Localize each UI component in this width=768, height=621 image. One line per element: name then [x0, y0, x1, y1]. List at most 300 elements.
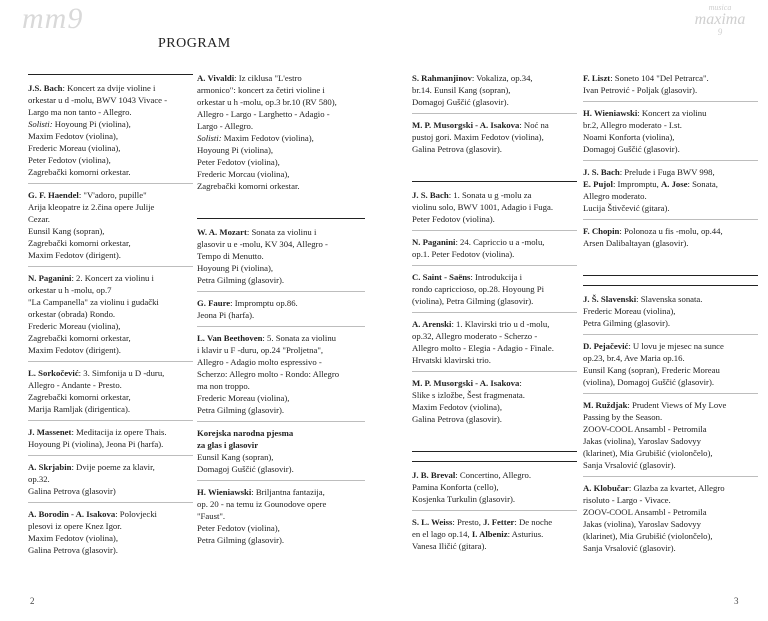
program-entry-line [412, 131, 577, 143]
soloists-label: Solisti: [197, 133, 222, 143]
program-entry-line [412, 143, 577, 155]
entry-text: : Polonoza u fis -molu, op.44, [619, 226, 723, 236]
entry-text: : Sonata za violinu i [246, 227, 317, 237]
composer-name: F. Chopin [583, 226, 620, 236]
program-entry-line [583, 352, 758, 364]
program-entry-line [28, 237, 193, 249]
program-entry-line [197, 380, 365, 392]
program-entry-line [28, 284, 193, 296]
entry-text: en el lago op.14, [412, 529, 472, 539]
program-entry-line [583, 237, 758, 249]
composer-name: A. Vivaldi [197, 73, 235, 83]
program-entry [28, 426, 193, 456]
program-entry-line [197, 534, 365, 546]
entry-text: Zagrebački komorni orkestar. [197, 181, 300, 191]
program-entry [197, 427, 365, 481]
program-entry-line [583, 84, 758, 96]
entry-text: Passing by the Season. [583, 412, 663, 422]
program-entry-line [28, 225, 193, 237]
entry-text: : Impromptu op.86. [230, 298, 298, 308]
program-entry [583, 340, 758, 394]
program-entry-line [412, 201, 577, 213]
program-entry [28, 461, 193, 503]
program-entry-line [28, 473, 193, 485]
program-entry-line [412, 189, 577, 201]
program-entry-line [197, 404, 365, 416]
program-entry [412, 72, 577, 114]
program-entry-line [197, 309, 365, 321]
program-entry [412, 318, 577, 372]
program-entry-line [583, 107, 758, 119]
entry-text: Scherzo: Allegro molto - Rondo: Allegro [197, 369, 340, 379]
entry-text: Petra Gilming (glasovir). [197, 275, 285, 285]
section-spacer [412, 165, 577, 179]
program-entry-line [583, 506, 758, 518]
entry-text: op. 20 - na temu iz Gounodove opere [197, 499, 327, 509]
concert-date-heading [412, 449, 577, 452]
program-entry-line [28, 320, 193, 332]
composer-name: L. Van Beethoven [197, 333, 263, 343]
program-entry-line [28, 308, 193, 320]
entry-text: Jeona Pi (harfa). [197, 310, 255, 320]
composer-name: J. B. Breval [412, 470, 456, 480]
entry-text: Zagrebački komorni orkestar. [28, 167, 131, 177]
program-entry-line [197, 84, 365, 96]
entry-text: orkestar (obrada) Rondo. [28, 309, 116, 319]
composer-name: G. F. Haendel [28, 190, 79, 200]
program-entry-line [583, 340, 758, 352]
program-entry-line [583, 131, 758, 143]
entry-text: : 1. Sonata u g -molu za [448, 190, 532, 200]
program-entry-line [583, 423, 758, 435]
program-entry-line [28, 296, 193, 308]
composer-name: M. P. Musorgski - A. Isakova [412, 120, 520, 130]
program-entry [583, 107, 758, 161]
program-entry-line [28, 332, 193, 344]
entry-text: Frederic Moreau (violina), [197, 393, 290, 403]
program-entry-line [583, 317, 758, 329]
program-entry [583, 166, 758, 220]
program-entry [197, 332, 365, 422]
entry-text: : 5. Sonata za violinu [262, 333, 337, 343]
program-entry-line [197, 344, 365, 356]
program-entry-line [197, 120, 365, 132]
entry-text: Frederic Moreau (violina), [28, 321, 121, 331]
entry-text: Noami Konforta (violina), [583, 132, 675, 142]
program-entry-line [412, 318, 577, 330]
composer-name: N. Paganini [412, 237, 456, 247]
program-entry-line [412, 354, 577, 366]
program-entry-line [412, 119, 577, 131]
festival-logo-right [690, 4, 750, 37]
entry-text: i klavir u F -duru, op.24 "Proljetna", [197, 345, 324, 355]
program-entry-line [197, 108, 365, 120]
program-entry-line [583, 399, 758, 411]
entry-text: Hoyoung Pi (violina), [197, 263, 274, 273]
concert-date-heading [412, 179, 577, 182]
entry-text: op.23, br.4, Ave Maria op.16. [583, 353, 685, 363]
program-entry-line [197, 96, 365, 108]
composer-name: A. Borodin - A. Isakova [28, 509, 116, 519]
entry-text: Allegro - Andante - Presto. [28, 380, 122, 390]
program-entry [412, 271, 577, 313]
concert-subtitle [583, 283, 758, 286]
program-entry-line [197, 427, 365, 439]
program-entry-line [28, 118, 193, 130]
program-entry-line [412, 283, 577, 295]
composer-name: A. Skrjabin [28, 462, 72, 472]
program-entry [412, 236, 577, 266]
entry-text: op.32, Allegro moderato - Scherzo - [412, 331, 538, 341]
entry-text: : Soneto 104 "Del Petrarca". [610, 73, 709, 83]
program-entry-line [197, 332, 365, 344]
logo-text-maxima: maxima [694, 11, 746, 28]
entry-text: Eunsil Kang (sopran), Frederic Moreau [583, 365, 720, 375]
program-entry [412, 377, 577, 430]
program-entry-line [28, 213, 193, 225]
entry-text: Maxim Fedotov (violina), [412, 402, 503, 412]
program-entry [197, 72, 365, 197]
program-entry-line [412, 540, 577, 552]
program-column-3 [412, 72, 577, 562]
program-entry [583, 225, 758, 254]
program-entry-line [412, 516, 577, 528]
entry-text: ZOOV-COOL Ansambl - Petromila [583, 507, 707, 517]
program-entry-line [583, 178, 758, 190]
program-entry-line [28, 189, 193, 201]
program-entry-line [412, 401, 577, 413]
page-number-right: 3 [734, 596, 739, 606]
entry-text: : De noche [514, 517, 553, 527]
program-entry-line [412, 213, 577, 225]
entry-text: glasovir u e -molu, KV 304, Allegro - [197, 239, 328, 249]
entry-text: Hoyoung Pi (violina), [197, 145, 274, 155]
program-entry-line [197, 451, 365, 463]
entry-text: Galina Petrova (glasovir). [28, 545, 118, 555]
program-entry-line [28, 544, 193, 556]
program-entry [583, 482, 758, 559]
entry-text: Maxim Fedotov (violina), [28, 533, 119, 543]
program-entry-line [197, 522, 365, 534]
program-entry-line [412, 236, 577, 248]
entry-text: risoluto - Largo - Vivace. [583, 495, 671, 505]
program-entry-line [197, 297, 365, 309]
program-entry [28, 272, 193, 362]
composer-name: D. Pejačević [583, 341, 629, 351]
program-entry-line [28, 485, 193, 497]
logo-text-musica: musica [708, 3, 732, 12]
program-entry-line [412, 96, 577, 108]
entry-text: Arija kleopatre iz 2.čina opere Julije [28, 202, 155, 212]
program-entry-line [197, 274, 365, 286]
program-entry-line [583, 447, 758, 459]
program-entry-line [412, 72, 577, 84]
program-entry-line [197, 262, 365, 274]
entry-text: br.14. Eunsil Kang (sopran), [412, 85, 511, 95]
page-number-left: 2 [30, 596, 35, 606]
festival-logo-left: mm9 [22, 2, 84, 35]
entry-text: Tempo di Menutto. [197, 251, 264, 261]
entry-text: Slike s izložbe, Šest fragmenata. [412, 390, 525, 400]
program-entry-line [28, 508, 193, 520]
entry-text: : 3. Simfonija u D -duru, [78, 368, 165, 378]
composer-name: J. Š. Slavenski [583, 294, 637, 304]
program-entry-line [583, 435, 758, 447]
program-column-4 [583, 72, 758, 564]
entry-text: Ivan Petrović - Poljak (glasovir). [583, 85, 698, 95]
program-entry-line [28, 82, 193, 94]
entry-text: Eunsil Kang (sopran), [197, 452, 274, 462]
composer-name: za glas i glasovir [197, 440, 259, 450]
program-entry-line [197, 510, 365, 522]
entry-text: "La Campanella" za violinu i gudački [28, 297, 159, 307]
program-entry-line [28, 249, 193, 261]
program-entry-line [28, 130, 193, 142]
program-entry-line [28, 391, 193, 403]
entry-text: Allegro molto - Elegia - Adagio - Finale. [412, 343, 554, 353]
entry-text: (violina), Domagoj Guščić (glasovir). [583, 377, 715, 387]
entry-text: Eunsil Kang (sopran), [28, 226, 105, 236]
program-entry [412, 516, 577, 557]
composer-name: A. Arenski [412, 319, 452, 329]
logo-text-number: 9 [717, 27, 723, 37]
entry-text: Petra Gilming (glasovir). [197, 535, 285, 545]
program-entry-line [583, 72, 758, 84]
entry-text: : Koncert za violinu [637, 108, 707, 118]
entry-text: Lucija Štivčević (gitara). [583, 203, 670, 213]
program-entry [28, 367, 193, 421]
program-entry-line [197, 238, 365, 250]
program-entry [412, 469, 577, 511]
composer-name: S. L. Weiss [412, 517, 453, 527]
entry-text: Allegro moderato. [583, 191, 647, 201]
composer-name: M. Ruždjak [583, 400, 628, 410]
concert-subtitle [412, 459, 577, 462]
entry-text: Domagoj Guščić (glasovir). [583, 144, 680, 154]
program-entry-line [28, 142, 193, 154]
entry-text: Frederic Moreau (violina), [28, 143, 121, 153]
program-entry [197, 226, 365, 292]
entry-text: Arsen Dalibaltayan (glasovir). [583, 238, 689, 248]
entry-text: "Faust". [197, 511, 226, 521]
program-entry-line [583, 305, 758, 317]
program-entry [28, 189, 193, 267]
entry-text: : Slavenska sonata. [636, 294, 703, 304]
soloists-label: Solisti: [28, 119, 53, 129]
entry-text: : Vokaliza, op.34, [471, 73, 533, 83]
program-entry [412, 189, 577, 231]
entry-text: Peter Fedotov (violina). [412, 214, 495, 224]
entry-text: : Iz ciklusa "L'estro [234, 73, 302, 83]
composer-name: L. Sorkočević [28, 368, 79, 378]
entry-text: Allegro - Adagio molto espressivo - [197, 357, 322, 367]
entry-text: (klarinet), Mia Grubišić (violončelo), [583, 448, 713, 458]
program-entry-line [197, 156, 365, 168]
entry-text: : Briljantna fantazija, [251, 487, 325, 497]
program-entry-line [197, 463, 365, 475]
program-entry-line [583, 293, 758, 305]
program-column-2 [197, 72, 365, 556]
entry-text: Petra Gilming (glasovir). [197, 405, 285, 415]
entry-text: Allegro - Largo - Larghetto - Adagio - [197, 109, 330, 119]
composer-name: J. S. Bach [412, 190, 449, 200]
program-entry-line [197, 168, 365, 180]
entry-text: Hoyoung Pi (violina), [52, 119, 131, 129]
composer-name: J. Fetter [483, 517, 515, 527]
program-entry-line [197, 486, 365, 498]
program-entry-line [28, 154, 193, 166]
entry-text: Peter Fedotov (violina), [197, 157, 280, 167]
entry-text: : Sonata, [687, 179, 718, 189]
program-entry-line [197, 439, 365, 451]
entry-text: : "V'adoro, pupille" [78, 190, 147, 200]
program-entry-line [197, 132, 365, 144]
entry-text: : 2. Koncert za violinu i [71, 273, 154, 283]
entry-text: Zagrebački komorni orkestar, [28, 333, 131, 343]
entry-text: Maxim Fedotov (dirigent). [28, 250, 121, 260]
entry-text: (klarinet), Mia Grubišić (violončelo), [583, 531, 713, 541]
program-entry-line [412, 84, 577, 96]
program-entry-line [197, 180, 365, 192]
entry-text: : 24. Capriccio u a -molu, [455, 237, 545, 247]
entry-text: pustoj gori. Maxim Fedotov (violina), [412, 132, 544, 142]
program-entry-line [28, 532, 193, 544]
entry-text: : U lovu je mjesec na sunce [628, 341, 724, 351]
section-spacer [583, 259, 758, 273]
entry-text: orkestar u h -molu, op.7 [28, 285, 112, 295]
program-entry-line [412, 493, 577, 505]
program-entry [197, 486, 365, 551]
composer-name: M. P. Musorgski - A. Isakova [412, 378, 520, 388]
program-entry-line [197, 226, 365, 238]
composer-name: A. Jose [660, 179, 688, 189]
entry-text: Frederic Morcau (violina), [197, 169, 290, 179]
program-entry-line [583, 364, 758, 376]
program-entry-line [197, 250, 365, 262]
entry-text: Pamina Konforta (cello), [412, 482, 499, 492]
program-entry-line [197, 392, 365, 404]
program-entry-line [412, 528, 577, 540]
program-entry-line [412, 481, 577, 493]
program-entry-line [412, 389, 577, 401]
entry-text: Frederic Moreau (violina), [583, 306, 676, 316]
program-entry-line [197, 144, 365, 156]
entry-text: : Presto, [452, 517, 484, 527]
entry-text: Vanesa Iličić (gitara). [412, 541, 487, 551]
program-column-1 [28, 72, 193, 566]
composer-name: S. Rahmanjinov [412, 73, 472, 83]
program-entry [583, 399, 758, 477]
entry-text: : [519, 378, 522, 388]
entry-text: Kosjenka Turkulin (glasovir). [412, 494, 516, 504]
entry-text: Maxim Fedotov (dirigent). [28, 345, 121, 355]
program-entry [197, 297, 365, 327]
program-entry-line [28, 272, 193, 284]
program-entry-line [412, 330, 577, 342]
program-entry-line [583, 202, 758, 214]
program-entry-line [28, 520, 193, 532]
entry-text: : Concertino, Allegro. [455, 470, 532, 480]
entry-text: Peter Fedotov (violina), [197, 523, 280, 533]
program-entry-line [28, 403, 193, 415]
composer-name: A. Klobučar [583, 483, 629, 493]
entry-text: : Asturius. [507, 529, 544, 539]
program-entry-line [412, 295, 577, 307]
composer-name: F. Liszt [583, 73, 611, 83]
entry-text: Domagoj Guščić (glasovir). [197, 464, 294, 474]
entry-text: : Dvije poeme za klavir, [71, 462, 155, 472]
entry-text: orkestar u d -molu, BWV 1043 Vivace - [28, 95, 168, 105]
composer-name: I. Albeniz [471, 529, 508, 539]
entry-text: Jakas (violina), Yaroslav Sadovyy [583, 519, 701, 529]
entry-text: armonico": koncert za četiri violine i [197, 85, 325, 95]
program-entry-line [412, 377, 577, 389]
program-entry-line [28, 426, 193, 438]
entry-text: : Noć na [519, 120, 549, 130]
entry-text: : Glazba za kvartet, Allegro [628, 483, 725, 493]
program-entry-line [583, 530, 758, 542]
entry-text: : Prelude i Fuga BWV 998, [619, 167, 715, 177]
composer-name: H. Wieniawski [583, 108, 638, 118]
composer-name: H. Wieniawski [197, 487, 252, 497]
entry-text: : Koncert za dvije violine i [62, 83, 156, 93]
program-entry-line [197, 498, 365, 510]
program-entry-line [412, 469, 577, 481]
entry-text: Sanja Vrsalović (glasovir). [583, 543, 676, 553]
section-spacer [412, 435, 577, 449]
entry-text: Hrvatski klavirski trio. [412, 355, 491, 365]
program-entry-line [583, 119, 758, 131]
entry-text: Hoyoung Pi (violina), Jeona Pi (harfa). [28, 439, 164, 449]
entry-text: : Polovjecki [115, 509, 157, 519]
program-entry-line [583, 225, 758, 237]
program-entry [583, 72, 758, 102]
entry-text: Galina Petrova (glasovir). [412, 144, 502, 154]
entry-text: op.1. Peter Fedotov (violina). [412, 249, 515, 259]
section-spacer [197, 202, 365, 216]
entry-text: Maxim Fedotov (violina), [28, 131, 119, 141]
program-entry-line [583, 376, 758, 388]
composer-name: W. A. Mozart [197, 227, 247, 237]
program-entry-line [28, 461, 193, 473]
entry-text: Petra Gilming (glasovir). [583, 318, 671, 328]
entry-text: Largo ma non tanto - Allegro. [28, 107, 132, 117]
program-entry-line [28, 201, 193, 213]
concert-date-heading [583, 273, 758, 276]
entry-text: Zagrebački komorni orkestar, [28, 392, 131, 402]
program-entry-line [197, 72, 365, 84]
program-entry-line [197, 368, 365, 380]
entry-text: Zagrebački komorni orkestar, [28, 238, 131, 248]
concert-date-heading [197, 216, 365, 219]
program-entry-line [412, 413, 577, 425]
entry-text: : Meditacija iz opere Thais. [71, 427, 167, 437]
composer-name: E. Pujol [583, 179, 613, 189]
program-entry-line [28, 106, 193, 118]
entry-text: op.32. [28, 474, 50, 484]
composer-name: Korejska narodna pjesma [197, 428, 294, 438]
program-entry [583, 293, 758, 335]
page-title: PROGRAM [158, 36, 231, 51]
program-entry-line [412, 271, 577, 283]
entry-text: br.2, Allegro moderato - I.st. [583, 120, 682, 130]
program-entry-line [583, 542, 758, 554]
entry-text: (violina), Petra Gilming (glasovir). [412, 296, 534, 306]
program-entry-line [583, 482, 758, 494]
entry-text: Peter Fedotov (violina), [28, 155, 111, 165]
program-entry-line [583, 143, 758, 155]
entry-text: Maxim Fedotov (violina), [221, 133, 314, 143]
